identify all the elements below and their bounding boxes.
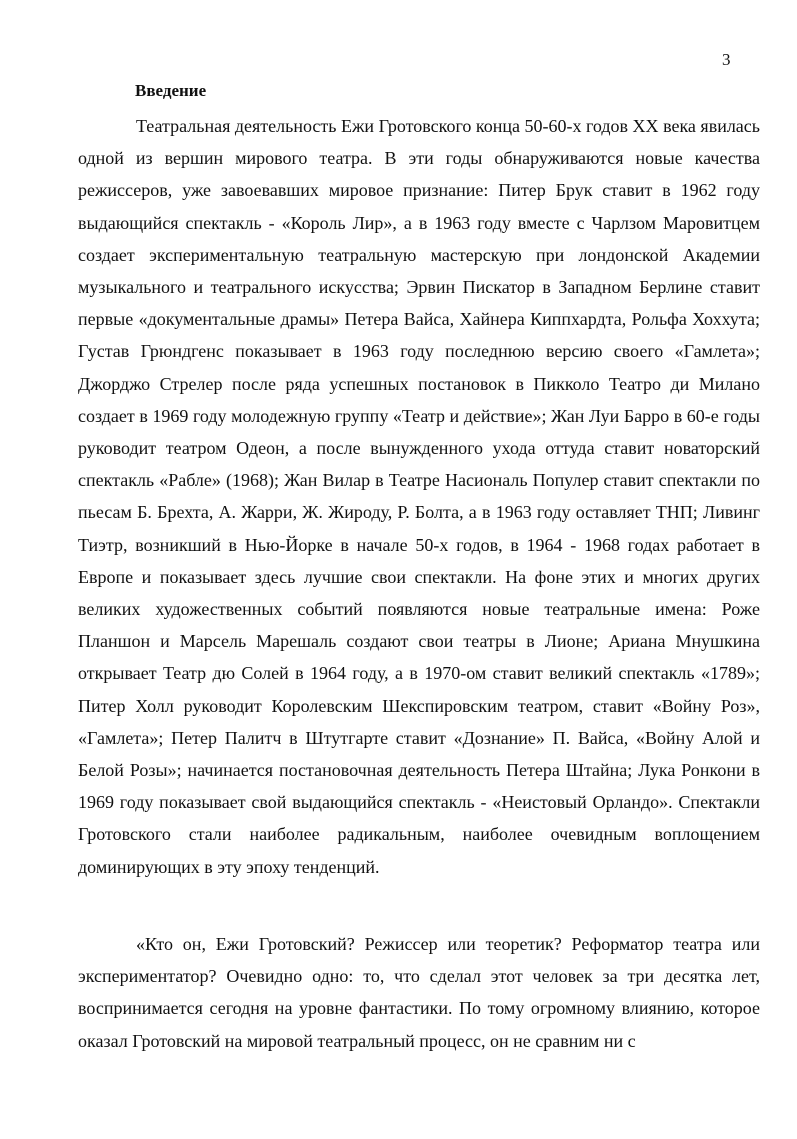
paragraph-quote: «Кто он, Ежи Гротовский? Режиссер или теоретик? Реформатор театра или экспериментатор? Очевидно одно: то, что сделал этот человек за три десятка лет, воспринимается сегодня на уровне фантастики. По тому огромному влиянию, которое оказал Гротовский на мировой театральный процесс, он не сравним ни с — [78, 934, 760, 1051]
paragraph-intro: Театральная деятельность Ежи Гротовского конца 50-60-х годов XX века явилась одной из вершин мирового театра. В эти годы обнаруживаются новые качества режиссеров, уже завоевавших мировое признание: Питер Брук ставит в 1962 году выдающийся спектакль - «Король Лир», а в 1963 году вместе с Чарлзом Маровитцем создает экспериментальную театральную мастерскую при лондонской Академии музыкального и театрального искусства; Эрвин Пискатор в Западном Берлине ставит первые «документальные драмы» Петера Вайса, Хайнера Киппхардта, Рольфа Хоххута; Густав Грюндгенс показывает в 1963 году последнюю версию своего «Гамлета»; Джорджо Стрелер после ряда успешных постановок в Пикколо Театро ди Милано создает в 1969 году молодежную группу «Театр и действие»; Жан Луи Барро в 60-е годы руководит театром Одеон, а после вынужденного ухода оттуда ставит новаторский спектакль «Рабле» (1968); Жан Вилар в Театре Насиональ Популер ставит спектакли по пьесам Б. Брехта, А. Жарри, Ж. Жироду, Р. Болта, а в 1963 году оставляет ТНП; Ливинг Тиэтр, возникший в Нью-Йорке в начале 50-х годов, в 1964 - 1968 годах работает в Европе и показывает здесь лучшие свои спектакли. На фоне этих и многих других великих художественных событий появляются новые театральные имена: Роже Планшон и Марсель Марешаль создают свои театры в Лионе; Ариана Мнушкина открывает Театр дю Солей в 1964 году, а в 1970-ом ставит великий спектакль «1789»; Питер Холл руководит Королевским Шекспировским театром, ставит «Войну Роз», «Гамлета»; Петер Палитч в Штутгарте ставит «Дознание» П. Вайса, «Войну Алой и Белой Розы»; начинается постановочная деятельность Петера Штайна; Лука Ронкони в 1969 году показывает свой выдающийся спектакль - «Неистовый Орландо». Спектакли Гротовского стали наиболее радикальным, наиболее очевидным воплощением доминирующих в эту эпоху тенденций. — [78, 116, 760, 877]
section-heading: Введение — [135, 81, 207, 100]
page-number: 3 — [722, 50, 731, 69]
